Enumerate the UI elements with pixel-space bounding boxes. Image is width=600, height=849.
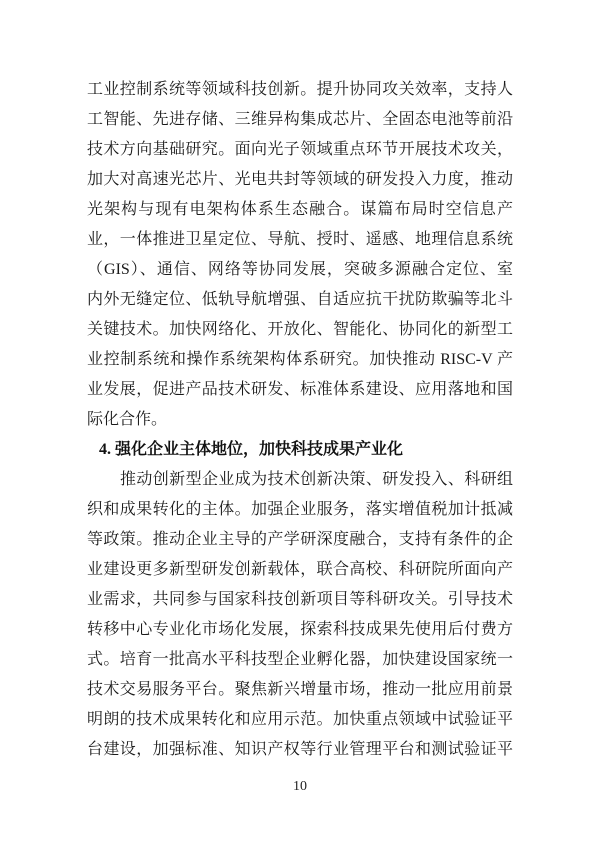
body-text-line: 工智能、先进存储、三维异构集成芯片、全固态电池等前沿 xyxy=(87,111,513,128)
body-text-line: 等政策。推动企业主导的产学研深度融合，支持有条件的企 xyxy=(87,531,513,548)
page-number: 10 xyxy=(293,779,307,794)
body-text-line: 关键技术。加快网络化、开放化、智能化、协同化的新型工 xyxy=(87,321,513,338)
body-text-line: 转移中心专业化市场化发展，探索科技成果先使用后付费方 xyxy=(87,621,513,638)
body-text-line: 业发展，促进产品技术研发、标准体系建设、应用落地和国 xyxy=(87,381,513,398)
body-text-line: 内外无缝定位、低轨导航增强、自适应抗干扰防欺骗等北斗 xyxy=(87,291,513,308)
body-text-line: 业，一体推进卫星定位、导航、授时、遥感、地理信息系统 xyxy=(87,231,513,248)
body-text-line: 业需求，共同参与国家科技创新项目等科研攻关。引导技术 xyxy=(87,591,513,608)
body-text-line: 织和成果转化的主体。加强企业服务，落实增值税加计抵减 xyxy=(87,501,513,518)
body-text-line: 台建设，加强标准、知识产权等行业管理平台和测试验证平 xyxy=(87,741,513,758)
body-text-line: 加大对高速光芯片、光电共封等领域的研发投入力度，推动 xyxy=(87,171,513,188)
body-text-line: 业建设更多新型研发创新载体，联合高校、科研院所面向产 xyxy=(87,561,513,578)
text-block xyxy=(87,75,513,765)
body-text-line: 际化合作。 xyxy=(87,411,168,428)
body-text-line: 明朗的技术成果转化和应用示范。加快重点领域中试验证平 xyxy=(87,711,513,728)
body-text-line: 技术方向基础研究。面向光子领域重点环节开展技术攻关， xyxy=(87,141,513,158)
body-text-line: 工业控制系统等领域科技创新。提升协同攻关效率，支持人 xyxy=(87,81,513,98)
section-heading: 4. 强化企业主体地位，加快科技成果产业化 xyxy=(99,441,404,458)
body-text-line: （GIS）、通信、网络等协同发展，突破多源融合定位、室 xyxy=(87,261,513,278)
body-text-line: 技术交易服务平台。聚焦新兴增量市场，推动一批应用前景 xyxy=(87,681,513,698)
body-text-line: 推动创新型企业成为技术创新决策、研发投入、科研组 xyxy=(120,471,513,488)
body-text-line: 式。培育一批高水平科技型企业孵化器，加快建设国家统一 xyxy=(87,651,513,668)
body-text-line: 光架构与现有电架构体系生态融合。谋篇布局时空信息产 xyxy=(87,201,513,218)
body-text-line: 业控制系统和操作系统架构体系研究。加快推动 RISC-V 产 xyxy=(87,351,513,368)
